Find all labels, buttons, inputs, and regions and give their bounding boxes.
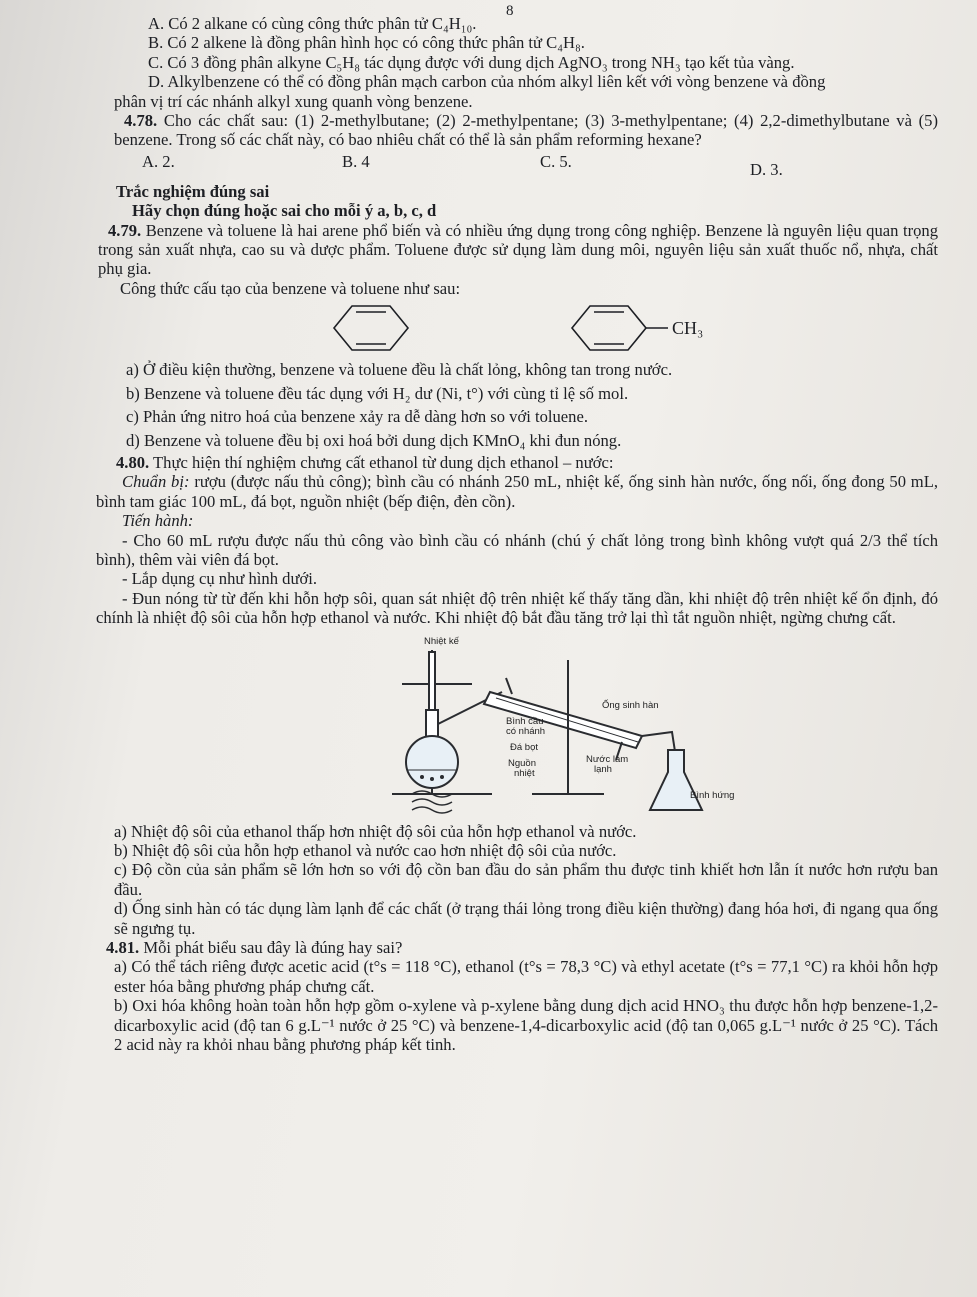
label-heat-2: nhiệt xyxy=(514,767,535,779)
choice-b-prev: B. Có 2 alkene là đồng phân hình học có công thức phân tử C₄H₈. xyxy=(148,33,585,53)
thermometer-icon xyxy=(429,652,435,712)
ch3-label: CH₃ xyxy=(672,318,704,339)
label-water-1: Nước làm xyxy=(586,753,629,765)
label-water-2: lạnh xyxy=(594,763,612,775)
structures-row xyxy=(96,298,938,360)
question-label: 4.79. xyxy=(108,220,142,240)
question-label: 4.78. xyxy=(124,111,158,131)
statement-d: d) Benzene và toluene đều bị oxi hoá bởi dung dịch KMnO₄ khi đun nóng. xyxy=(126,430,622,450)
choice-b: B. 4 xyxy=(342,151,370,171)
procedure-step-3: - Đun nóng từ từ đến khi hỗn hợp sôi, quan sát nhiệt độ trên nhiệt kế thấy tăng dần, khi nhiệt độ trên nhiệt kế ổn định, đó chính là nhiệt độ sôi của hỗn hợp ethanol và nước. Khi nhiệt độ bắt đầu tăng trở lại thì tắt nguồn nhiệt, ngừng chưng cất. xyxy=(96,588,938,628)
label-flask-1: Bình cầu xyxy=(506,715,544,727)
toluene-structure xyxy=(572,306,668,350)
page-number: 8 xyxy=(506,3,514,19)
choice-d-prev-cont: phân vị trí các nhánh alkyl xung quanh vòng benzene. xyxy=(114,91,473,111)
question-4-81 xyxy=(96,938,938,957)
statement-a: a) Có thể tách riêng được acetic acid (t°s = 118 °C), ethanol (t°s = 78,3 °C) và ethyl acetate (t°s = 77,1 °C) ra khỏi hỗn hợp ester hóa bằng phương pháp chưng cất. xyxy=(114,957,938,996)
statement-c: c) Phản ứng nitro hoá của benzene xảy ra dễ dàng hơn so với toluene. xyxy=(126,407,588,427)
procedure-label: Tiến hành: xyxy=(122,511,194,531)
prep-text: rượu (được nấu thủ công); bình cầu có nhánh 250 mL, nhiệt kế, ống sinh hàn nước, ống nối, ống đong 50 mL, bình tam giác 100 mL, đá bọt, nguồn nhiệt (bếp điện, đèn cồn). xyxy=(96,472,939,511)
question-text: Benzene và toluene là hai arene phổ biến và có nhiều ứng dụng trong công nghiệp. Benzene là nguyên liệu quan trọng trong sản xuất nhựa, cao su và dược phẩm. Toluene được sử dụng làm dung môi, nguyên liệu sản xuất thuốc nổ, nhựa, chất phụ gia. xyxy=(98,220,938,279)
page-content xyxy=(96,14,938,1054)
distillation-figure xyxy=(372,632,752,822)
label-boiling-chips: Đá bọt xyxy=(510,741,538,753)
label-receiver: Bình hứng xyxy=(690,789,735,801)
round-flask-icon xyxy=(406,710,458,788)
question-4-80 xyxy=(96,453,938,472)
question-title: Mỗi phát biểu sau đây là đúng hay sai? xyxy=(143,938,403,957)
procedure-step-1: - Cho 60 mL rượu được nấu thủ công vào bình cầu có nhánh (chú ý chất lỏng trong bình không vượt quá 2/3 thể tích bình), thêm vài viên đá bọt. xyxy=(96,530,938,569)
choice-a-prev: A. Có 2 alkane có cùng công thức phân tử C₄H₁₀. xyxy=(148,14,477,33)
statement-a: a) Nhiệt độ sôi của ethanol thấp hơn nhiệt độ sôi của hỗn hợp ethanol và nước. xyxy=(114,821,637,841)
receiving-flask-icon xyxy=(650,750,702,810)
question-label: 4.81. xyxy=(106,938,140,957)
label-condenser: Ống sinh hàn xyxy=(602,699,659,711)
question-text: Cho các chất sau: (1) 2-methylbutane; (2) 2-methylpentane; (3) 3-methylpentane; (4) 2,2-dimethylbutane và (5) benzene. Trong số các chất này, có bao nhiêu chất có thể là sản phẩm reforming hexane? xyxy=(114,111,938,150)
prep-paragraph xyxy=(96,472,938,511)
choice-c-prev: C. Có 3 đồng phân alkyne C₅H₈ tác dụng được với dung dịch AgNO₃ trong NH₃ tạo kết tủa vàng. xyxy=(148,52,795,72)
section-instruction: Hãy chọn đúng hoặc sai cho mỗi ý a, b, c, d xyxy=(132,201,437,221)
label-flask-2: có nhánh xyxy=(506,725,546,737)
choice-c: C. 5. xyxy=(540,151,572,171)
structure-intro: Công thức cấu tạo của benzene và toluene như sau: xyxy=(120,278,461,298)
statement-b: b) Benzene và toluene đều tác dụng với H₂ dư (Ni, t°) với cùng tỉ lệ số mol. xyxy=(126,383,629,403)
procedure-step-2: - Lắp dụng cụ như hình dưới. xyxy=(122,569,317,589)
question-4-78 xyxy=(96,111,938,150)
question-title: Thực hiện thí nghiệm chưng cất ethanol từ dung dịch ethanol – nước: xyxy=(153,452,614,472)
statement-b: b) Nhiệt độ sôi của hỗn hợp ethanol và nước cao hơn nhiệt độ sôi của nước. xyxy=(114,840,617,860)
statement-a: a) Ở điều kiện thường, benzene và toluene đều là chất lỏng, không tan trong nước. xyxy=(126,360,673,380)
label-heat-1: Nguồn xyxy=(508,757,536,769)
answer-choices-4-78 xyxy=(96,151,938,179)
label-thermometer: Nhiệt kế xyxy=(424,635,459,647)
statement-d: d) Ống sinh hàn có tác dụng làm lạnh để các chất (ở trạng thái lỏng trong điều kiện thường) đang hóa hơi, đi ngang qua ống sẽ ngưng tụ. xyxy=(114,899,938,938)
benzene-toluene-structures xyxy=(96,298,938,360)
choice-a: A. 2. xyxy=(142,151,175,171)
question-4-79 xyxy=(96,221,938,279)
distillation-apparatus xyxy=(372,632,752,822)
statement-c: c) Độ cồn của sản phẩm sẽ lớn hơn so với độ cồn ban đầu do sản phẩm thu được tinh khiết hơn lẫn ít nước hơn rượu ban đầu. xyxy=(114,860,938,899)
condenser-icon xyxy=(438,678,676,760)
statement-b: b) Oxi hóa không hoàn toàn hỗn hợp gồm o-xylene và p-xylene bằng dung dịch acid HNO₃ thu được hỗn hợp benzene-1,2-dicarboxylic acid (độ tan 6 g.L⁻¹ nước ở 25 °C) và benzene-1,4-dicarboxylic acid (độ tan 0,065 g.L⁻¹ nước ở 25 °C). Tách 2 acid này ra khỏi nhau bằng phương pháp kết tinh. xyxy=(114,996,938,1055)
question-label: 4.80. xyxy=(116,452,150,472)
prep-label: Chuẩn bị: xyxy=(122,472,190,492)
benzene-structure xyxy=(334,306,408,350)
section-title: Trắc nghiệm đúng sai xyxy=(116,181,270,201)
choice-d-prev: D. Alkylbenzene có thể có đồng phân mạch carbon của nhóm alkyl liên kết với vòng benzene và đồng xyxy=(148,72,826,92)
choice-d: D. 3. xyxy=(750,159,783,179)
